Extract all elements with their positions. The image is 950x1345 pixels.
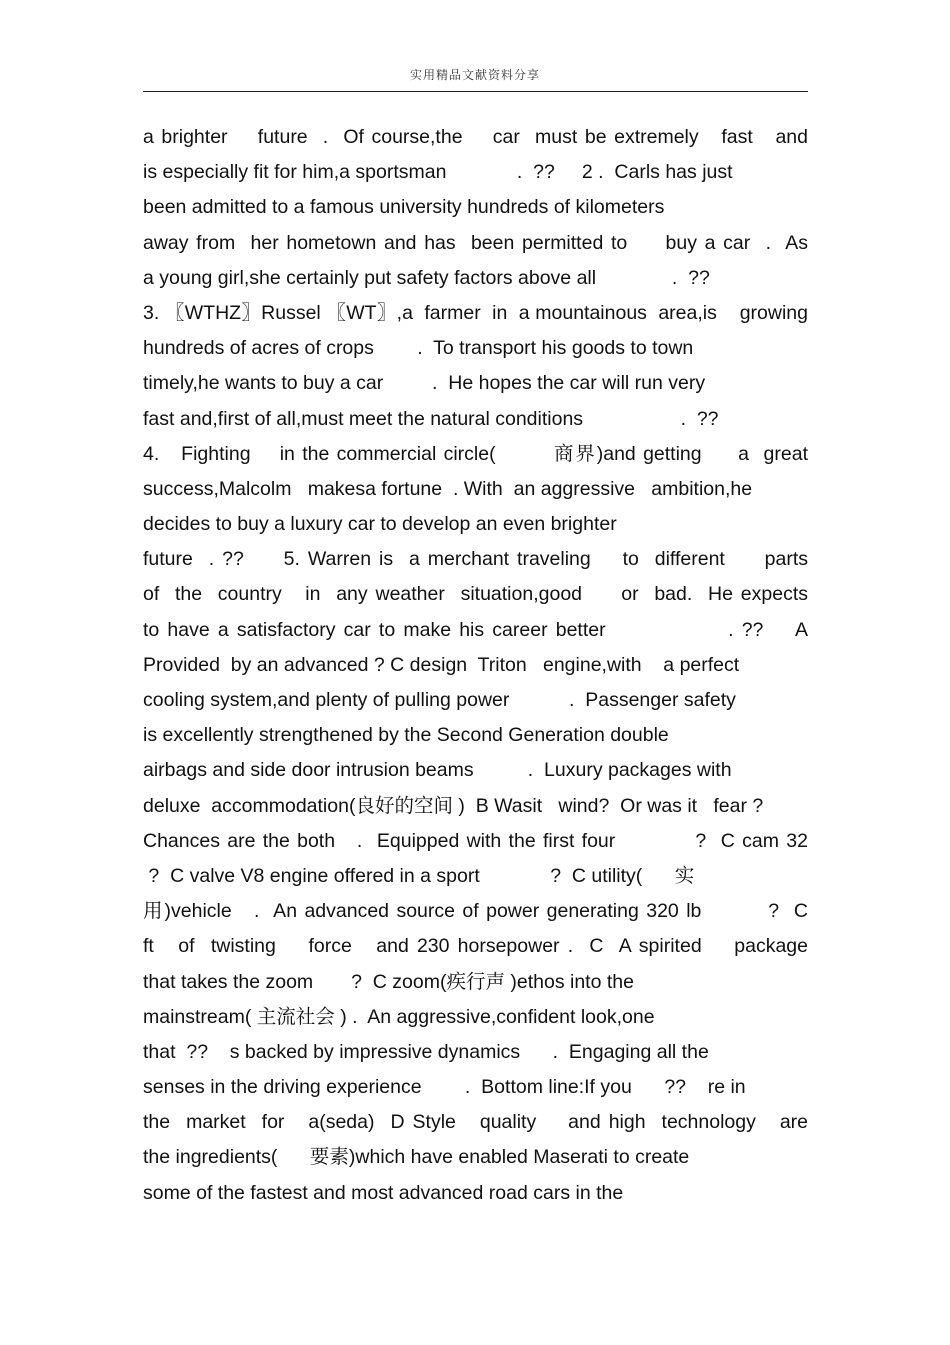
text-line: is excellently strengthened by the Second Generation double — [143, 724, 669, 747]
page-header-title: 实用精品文献资料分享 — [409, 68, 540, 82]
document-body — [143, 120, 833, 1211]
text-line: the ingredients( 要素)which have enabled Maserati to create — [143, 1146, 690, 1169]
text-line: success,Malcolm makesa fortune . With an aggressive ambition,he — [143, 477, 753, 500]
text-line: is especially fit for him,a sportsman . ?? 2 . Carls has just — [143, 161, 733, 184]
text-line: the market for a(seda) D Style quality and high technology are — [143, 1111, 808, 1134]
text-line: to have a satisfactory car to make his career better . ?? A — [143, 618, 808, 641]
text-line: of the country in any weather situation,good or bad. He expects — [143, 583, 808, 606]
text-line: future . ?? 5. Warren is a merchant traveling to different parts — [143, 548, 808, 571]
text-line: mainstream( 主流社会 ) . An aggressive,confident look,one — [143, 1005, 655, 1028]
text-line: ? C valve V8 engine offered in a sport ? C utility( 实 — [143, 864, 695, 887]
text-line: senses in the driving experience . Bottom line:If you ?? re in — [143, 1076, 746, 1099]
text-line: fast and,first of all,must meet the natural conditions . ?? — [143, 407, 719, 430]
text-line: some of the fastest and most advanced road cars in the — [143, 1181, 624, 1204]
text-line: away from her hometown and has been permitted to buy a car . As — [143, 231, 808, 254]
text-line: Chances are the both . Equipped with the first four ? C cam 32 — [143, 829, 808, 852]
text-line: 用)vehicle . An advanced source of power generating 320 lb ? C — [143, 900, 808, 923]
header-divider — [143, 91, 808, 92]
text-line: that takes the zoom ? C zoom(疾行声 )ethos into the — [143, 970, 634, 993]
text-line: hundreds of acres of crops . To transport his goods to town — [143, 337, 694, 360]
text-line: 3. 〖WTHZ〗Russel 〖WT〗,a farmer in a mountainous area,is growing — [143, 301, 808, 324]
text-line: been admitted to a famous university hundreds of kilometers — [143, 196, 665, 219]
text-line: cooling system,and plenty of pulling power . Passenger safety — [143, 689, 736, 711]
text-line: a brighter future . Of course,the car must be extremely fast and — [143, 126, 808, 148]
text-line: that ?? s backed by impressive dynamics . Engaging all the — [143, 1040, 709, 1063]
text-line: airbags and side door intrusion beams . Luxury packages with — [143, 759, 732, 782]
text-line: 4. Fighting in the commercial circle( 商界)and getting a great — [143, 442, 808, 465]
text-line: Provided by an advanced ? C design Triton engine,with a perfect — [143, 653, 740, 676]
text-line: timely,he wants to buy a car . He hopes the car will run very — [143, 372, 706, 395]
text-line: ft of twisting force and 230 horsepower . C A spirited package — [143, 935, 808, 958]
text-line: deluxe accommodation(良好的空间 ) B Wasit wind? Or was it fear ? — [143, 794, 764, 817]
text-line: a young girl,she certainly put safety factors above all . ?? — [143, 266, 710, 289]
text-line: decides to buy a luxury car to develop an even brighter — [143, 513, 617, 536]
